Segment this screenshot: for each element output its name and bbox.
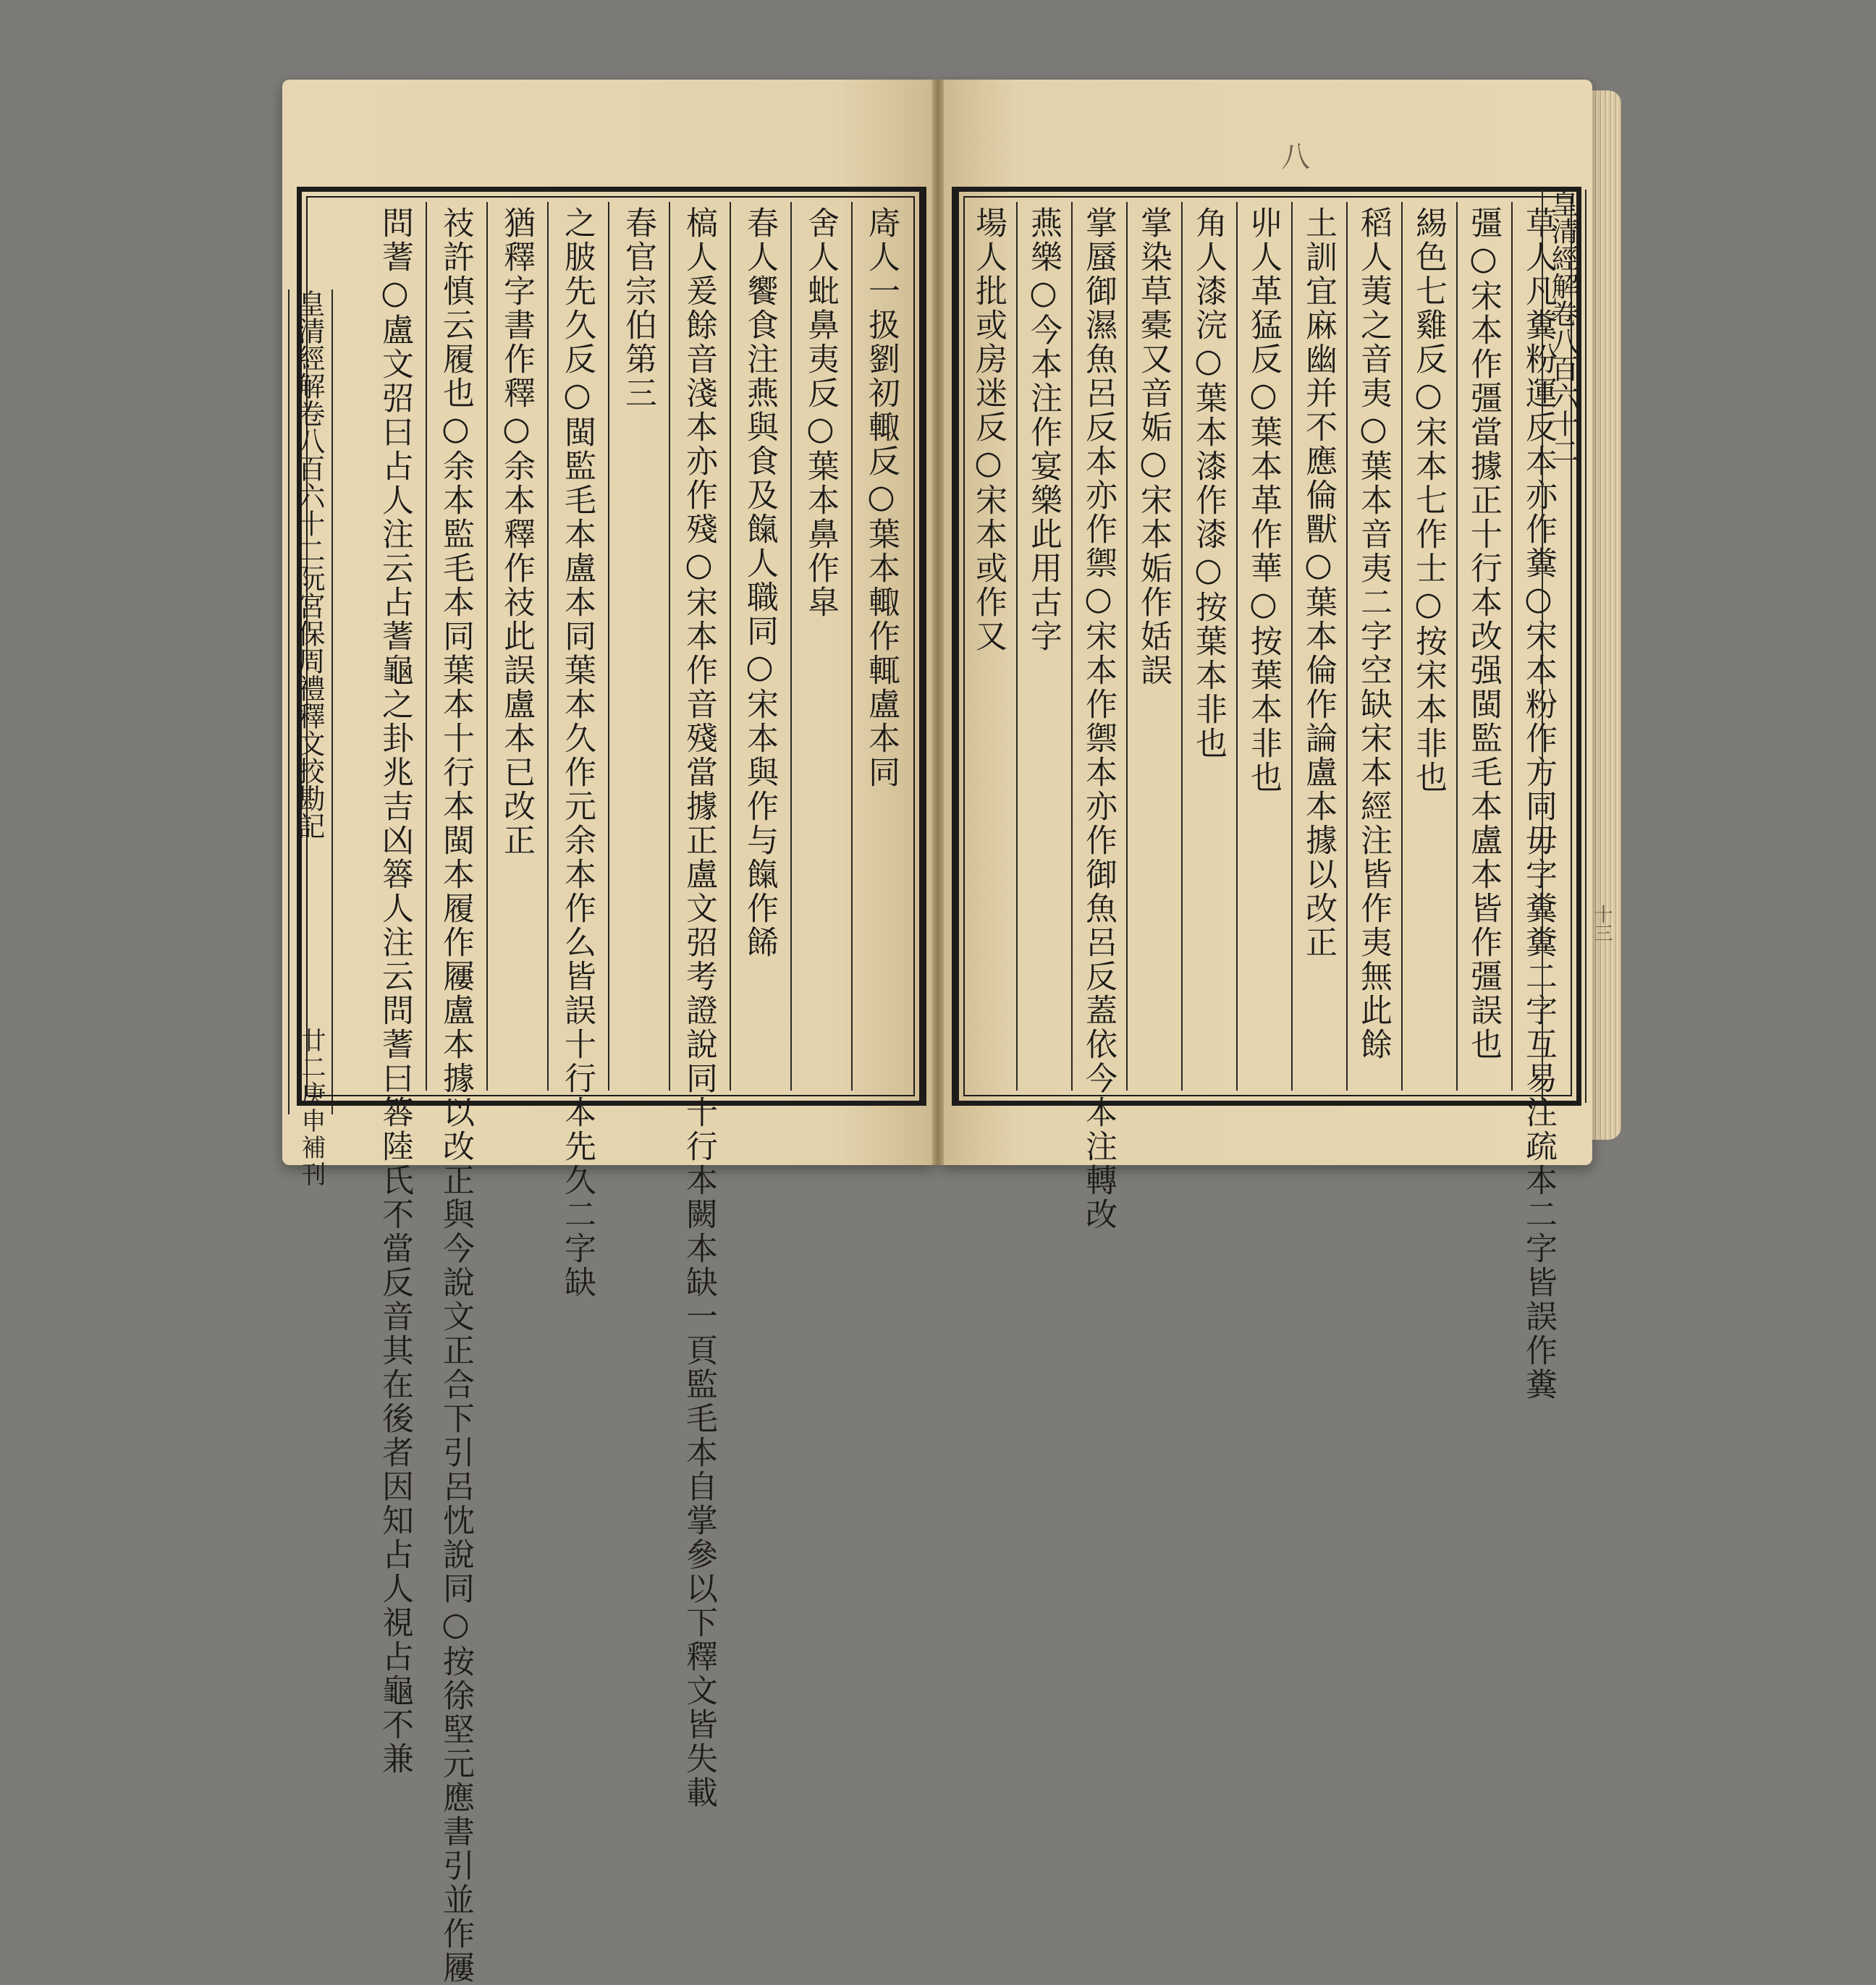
left-column-6: 之䏢先久反○閩監毛本盧本同葉本久作元余本作么皆誤十行本先久二字缺 (559, 206, 596, 1300)
column-rule (1511, 202, 1513, 1091)
column-rule (1236, 202, 1238, 1091)
column-rule (1291, 202, 1293, 1091)
left-column-2: 舍人蚍鼻夷反○葉本鼻作皐 (802, 206, 839, 619)
column-rule (486, 202, 488, 1091)
left-column-3: 春人饗食注燕與食及餼人職同○宋本與作与餼作餙 (741, 206, 778, 960)
left-column-4: 槁人爰餘音淺本亦作殘○宋本作音殘當據正盧文弨考證說同十行本闕本缺一頁監毛本自掌參以下釋文皆失載 (680, 206, 717, 1810)
column-rule (426, 202, 427, 1091)
fold-number: 十三 (1591, 905, 1613, 942)
right-column-5: 土訓宜麻幽并不應倫獸○葉本倫作論盧本據以改正 (1300, 206, 1337, 960)
column-rule (1181, 202, 1183, 1091)
left-column-8: 䃽許慎云履也○余本監毛本同葉本十行本閩本履作屨盧本據以改正與今說文正合下引呂忱說同○按徐堅元應書引並作屨 (437, 206, 474, 1985)
column-rule (608, 202, 609, 1091)
column-rule (1016, 202, 1018, 1091)
left-column-1: 㢊人一扱劉初輙反○葉本輙作輒盧本同 (863, 206, 900, 790)
column-rule (730, 202, 731, 1091)
column-rule (1346, 202, 1348, 1091)
column-rule (1456, 202, 1458, 1091)
handwritten-annotation: 八 (1281, 140, 1310, 174)
right-column-4: 稻人荑之音夷○葉本音夷二字空缺宋本經注皆作夷無此餘 (1355, 206, 1392, 1062)
right-column-6: 丱人革猛反○葉本革作華○按葉本非也 (1245, 206, 1282, 795)
right-column-2: 彊○宋本作彊當據正十行本改强閩監毛本盧本皆作彊誤也 (1465, 206, 1502, 1062)
right-column-1: 草人凡糞粉運反本亦作糞○宋本粉作方同毋字糞糞二字互易注疏本二字皆誤作糞 (1520, 206, 1557, 1402)
right-column-9: 掌蜃御濕魚呂反本亦作禦○宋本作禦本亦作御魚呂反蓋依今本注轉改 (1080, 206, 1117, 1232)
column-rule (790, 202, 792, 1091)
column-rule (1401, 202, 1403, 1091)
book-gutter (932, 80, 944, 1165)
right-column-11: 場人批或房迷反○宋本或作又 (970, 206, 1007, 653)
column-rule (851, 202, 853, 1091)
column-rule (1071, 202, 1073, 1091)
left-margin-title: 皇清經解卷八百六十二阮宮保周禮釋文挍勘記 (288, 289, 333, 1114)
column-rule (669, 202, 670, 1091)
column-rule (1126, 202, 1128, 1091)
right-column-10: 燕樂○今本注作宴樂此用古字 (1025, 206, 1062, 653)
right-text-frame (952, 187, 1581, 1402)
left-column-9: 問蓍○盧文弨曰占人注云占蓍龜之卦兆吉凶簭人注云問蓍曰簭陸氏不當反音其在後者因知占人視占龜不兼 (376, 206, 413, 1776)
right-column-7: 角人漆浣○葉本漆作漆○按葉本非也 (1190, 206, 1227, 761)
right-column-8: 掌染草橐又音姤○宋本姤作姡誤 (1135, 206, 1172, 687)
left-margin-footer: 廿二庚申補刊 (297, 1028, 326, 1188)
right-margin-title: 皇清經解卷八百六十二 (1542, 190, 1586, 1103)
left-column-7: 猶釋字書作釋○余本釋作䃽此誤盧本已改正 (498, 206, 535, 858)
column-rule (547, 202, 549, 1091)
right-column-3: 緆色七雞反○宋本七作士○按宋本非也 (1410, 206, 1447, 795)
left-column-5: 春官宗伯第三 (620, 206, 656, 410)
